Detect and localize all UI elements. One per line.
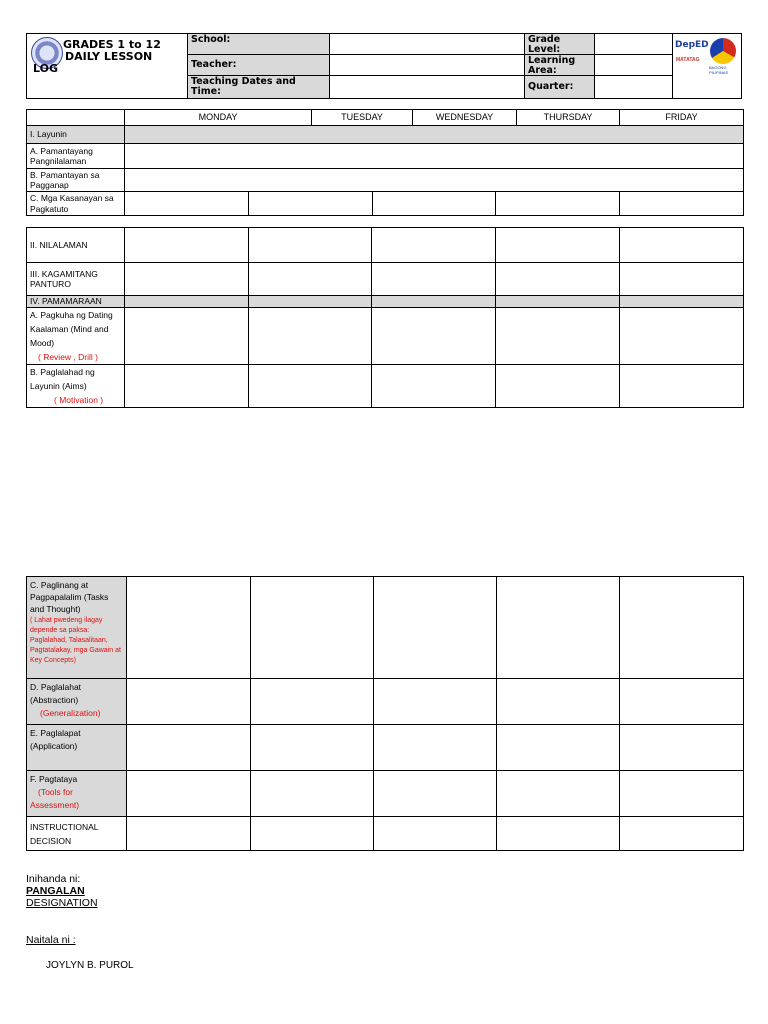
paglalapat-monday[interactable] <box>127 725 251 771</box>
grade-level-field[interactable] <box>594 34 672 55</box>
paglinang-label-cell <box>27 577 127 679</box>
paglalahad-label-cell <box>27 365 125 408</box>
kagamitan-tuesday[interactable] <box>249 263 372 296</box>
pagkuha-wednesday[interactable] <box>372 308 496 365</box>
paglalahad-thursday[interactable] <box>496 365 620 408</box>
paglalahad-note: ( Motivation ) <box>54 395 104 405</box>
pamamaraan-monday <box>125 296 249 308</box>
nilalaman-thursday[interactable] <box>496 228 620 263</box>
paglalahat-note: (Generalization) <box>40 708 101 718</box>
kasanayan-thursday[interactable] <box>496 192 620 215</box>
paglalahat-thursday[interactable] <box>497 679 620 725</box>
kagamitan-wednesday[interactable] <box>372 263 496 296</box>
paglinang-label: C. Paglinang at Pagpapalalim (Tasks and Thought) <box>30 580 109 614</box>
quarter-field[interactable] <box>594 76 672 98</box>
pamamaraan-tuesday <box>249 296 372 308</box>
pamantayan-sa-pagganap-field[interactable] <box>125 169 744 192</box>
nilalaman-tuesday[interactable] <box>249 228 372 263</box>
form-header <box>26 33 742 99</box>
kagamitan-monday[interactable] <box>125 263 249 296</box>
kagamitang-panturo-label: III. KAGAMITANG PANTURO <box>27 263 125 296</box>
day-header-wednesday: WEDNESDAY <box>413 110 517 126</box>
pagkuha-label-cell <box>27 308 125 365</box>
form-title: GRADES 1 to 12 DAILY LESSON LOG <box>33 38 161 75</box>
paglalapat-wednesday[interactable] <box>374 725 497 771</box>
kasanayan-friday[interactable] <box>620 192 743 215</box>
pamamaraan-wednesday <box>372 296 496 308</box>
pagkuha-label: A. Pagkuha ng Dating Kaalaman (Mind and Mood) <box>30 310 113 348</box>
pamantayang-pangnilalaman-label: A. Pamantayang Pangnilalaman <box>27 144 125 169</box>
kasanayan-monday[interactable] <box>125 192 249 215</box>
pagtataya-label: F. Pagtataya <box>30 774 78 784</box>
quarter-label: Quarter: <box>524 76 594 98</box>
teacher-label: Teacher: <box>187 55 329 76</box>
pamamaraan-friday <box>620 296 744 308</box>
pagtataya-thursday[interactable] <box>497 771 620 817</box>
paglinang-note: ( Lahat pwedeng ilagay depende sa paksa: Paglalahad, Talasalitaan, Pagtatalakay, mga Gawain at Key Concepts) <box>30 617 121 664</box>
learning-area-field[interactable] <box>594 55 672 76</box>
paglalahat-label-cell <box>27 679 127 725</box>
kagamitan-thursday[interactable] <box>496 263 620 296</box>
paglinang-friday[interactable] <box>620 577 744 679</box>
bagong-pilipinas-label: BAGONG PILIPINAS <box>709 65 729 75</box>
matatag-logo: MATATAG <box>676 57 700 63</box>
prepared-by-designation: DESIGNATION <box>26 897 98 909</box>
paglalahat-monday[interactable] <box>127 679 251 725</box>
pagtataya-note: (Tools for Assessment) <box>30 787 80 810</box>
nilalaman-monday[interactable] <box>125 228 249 263</box>
pagkuha-note: ( Review , Drill ) <box>38 352 98 362</box>
pagtataya-label-cell <box>27 771 127 817</box>
pagtataya-wednesday[interactable] <box>374 771 497 817</box>
decision-tuesday[interactable] <box>251 817 374 851</box>
deped-logo: DepED <box>675 40 709 50</box>
pagkuha-thursday[interactable] <box>496 308 620 365</box>
paglalahad-label: B. Paglalahad ng Layunin (Aims) <box>30 367 95 391</box>
paglinang-tuesday[interactable] <box>251 577 374 679</box>
paglalahad-monday[interactable] <box>125 365 249 408</box>
paglinang-wednesday[interactable] <box>374 577 497 679</box>
pamantayang-pangnilalaman-field[interactable] <box>125 144 744 169</box>
kasanayan-tuesday[interactable] <box>249 192 373 215</box>
pagtataya-monday[interactable] <box>127 771 251 817</box>
paglalapat-thursday[interactable] <box>497 725 620 771</box>
paglalahad-tuesday[interactable] <box>249 365 372 408</box>
kasanayan-sa-pagkatuto-label: C. Mga Kasanayan sa Pagkatuto <box>27 192 125 216</box>
pagtataya-friday[interactable] <box>620 771 744 817</box>
noted-by-label: Naitala ni : <box>26 934 76 946</box>
learning-area-label: Learning Area: <box>524 55 594 76</box>
grade-level-label: Grade Level: <box>524 34 594 55</box>
paglalahat-tuesday[interactable] <box>251 679 374 725</box>
pagkuha-friday[interactable] <box>620 308 744 365</box>
pagkuha-tuesday[interactable] <box>249 308 372 365</box>
paglalapat-label: E. Paglalapat (Application) <box>27 725 127 771</box>
logos <box>673 38 737 75</box>
instructional-decision-label: INSTRUCTIONAL DECISION <box>27 817 127 851</box>
content-table <box>26 227 744 408</box>
nilalaman-wednesday[interactable] <box>372 228 496 263</box>
corner-cell <box>27 110 125 126</box>
prepared-by-name: PANGALAN <box>26 885 85 897</box>
paglalahad-wednesday[interactable] <box>372 365 496 408</box>
kasanayan-cells <box>125 192 744 216</box>
school-field[interactable] <box>329 34 524 55</box>
layunin-band <box>125 126 744 144</box>
day-header-friday: FRIDAY <box>620 110 744 126</box>
objectives-table <box>26 109 744 216</box>
decision-wednesday[interactable] <box>374 817 497 851</box>
noted-by-name: JOYLYN B. PUROL <box>46 960 134 971</box>
pagtataya-tuesday[interactable] <box>251 771 374 817</box>
pamantayan-sa-pagganap-label: B. Pamantayan sa Pagganap <box>27 169 125 192</box>
day-header-thursday: THURSDAY <box>517 110 620 126</box>
paglalahat-wednesday[interactable] <box>374 679 497 725</box>
kagamitan-friday[interactable] <box>620 263 744 296</box>
layunin-label: I. Layunin <box>27 126 125 144</box>
paglalapat-tuesday[interactable] <box>251 725 374 771</box>
prepared-by-label: Inihanda ni: <box>26 873 81 885</box>
day-header-monday: MONDAY <box>125 110 312 126</box>
decision-monday[interactable] <box>127 817 251 851</box>
paglinang-monday[interactable] <box>127 577 251 679</box>
nilalaman-friday[interactable] <box>620 228 744 263</box>
paglinang-thursday[interactable] <box>497 577 620 679</box>
activities-table <box>26 576 744 851</box>
kasanayan-wednesday[interactable] <box>373 192 497 215</box>
nilalaman-label: II. NILALAMAN <box>27 228 125 263</box>
paglalahad-friday[interactable] <box>620 365 744 408</box>
teacher-field[interactable] <box>329 55 524 76</box>
decision-thursday[interactable] <box>497 817 620 851</box>
pamamaraan-label: IV. PAMAMARAAN <box>27 296 125 308</box>
paglalapat-friday[interactable] <box>620 725 744 771</box>
paglalahat-friday[interactable] <box>620 679 744 725</box>
pagkuha-monday[interactable] <box>125 308 249 365</box>
teaching-dates-field[interactable] <box>329 76 524 98</box>
bagong-pilipinas-icon <box>710 38 736 64</box>
school-label: School: <box>187 34 329 55</box>
pamamaraan-thursday <box>496 296 620 308</box>
day-header-tuesday: TUESDAY <box>312 110 413 126</box>
teaching-dates-label: Teaching Dates and Time: <box>187 76 329 98</box>
decision-friday[interactable] <box>620 817 744 851</box>
paglalahat-label: D. Paglalahat (Abstraction) <box>30 682 82 705</box>
